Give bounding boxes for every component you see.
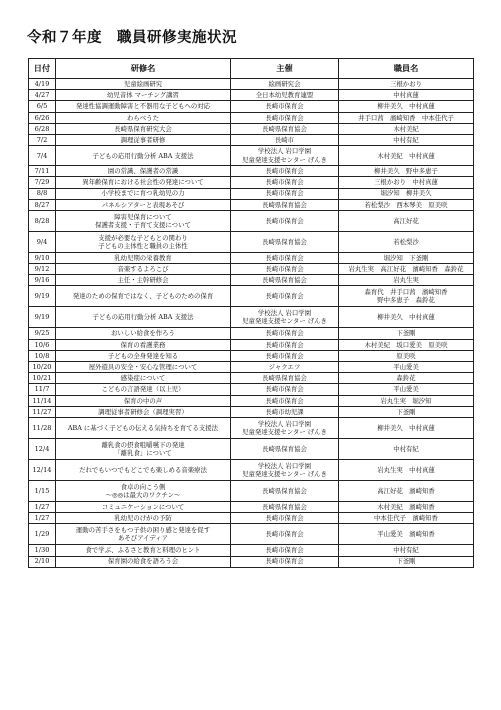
cell-staff-line: 原美咲 <box>396 351 416 360</box>
cell-training-name <box>56 101 231 112</box>
table-row <box>29 177 474 188</box>
cell-staff-line: 柳井美久 中村真蓮 <box>377 102 435 111</box>
table-row <box>29 384 474 395</box>
cell-training-name <box>56 438 231 459</box>
cell-training-name-line: 感染症について <box>120 374 166 383</box>
cell-host-line: 全日本幼児教育連盟 <box>255 91 314 100</box>
cell-training-name-line: おいしい給食を作ろう <box>111 329 175 338</box>
table-row <box>29 545 474 556</box>
cell-host <box>231 210 339 231</box>
cell-date: 9/19 <box>29 307 56 328</box>
cell-host-line: 長崎市保育会 <box>265 557 304 566</box>
cell-staff-line: 岩丸生実 堀汐知 <box>380 396 432 405</box>
cell-date: 1/27 <box>29 501 56 512</box>
cell-date: 6/5 <box>29 101 56 112</box>
cell-staff <box>339 545 474 556</box>
table-row <box>29 373 474 384</box>
cell-host <box>231 146 339 166</box>
cell-host-line: 児童発達支援センター げんき <box>242 427 327 436</box>
cell-date: 11/14 <box>29 395 56 406</box>
cell-training-name <box>56 417 231 438</box>
table-row <box>29 501 474 512</box>
cell-training-name <box>56 501 231 512</box>
cell-date: 8/8 <box>29 188 56 199</box>
cell-host <box>231 231 339 252</box>
cell-training-name-line: 支援が必要な子どもとの関わり <box>98 233 188 242</box>
cell-host <box>231 362 339 373</box>
cell-training-name-line: パネルシアターと表現あそび <box>101 200 185 209</box>
cell-host-line: 長崎県保育協会 <box>262 444 307 453</box>
cell-training-name-line: 小学校までに育つ乳幼児の力 <box>101 189 185 198</box>
table-header-row <box>29 59 474 79</box>
cell-date: 7/11 <box>29 166 56 177</box>
cell-training-name <box>56 188 231 199</box>
column-header-name: 研修名 <box>56 59 231 79</box>
cell-host <box>231 328 339 339</box>
cell-staff <box>339 264 474 275</box>
cell-date: 4/19 <box>29 79 56 90</box>
cell-staff-line: 中本佳代子 濱崎知香 <box>374 514 438 523</box>
cell-training-name-line: 園の常識、保護者の常識 <box>107 167 179 176</box>
cell-staff-line: 木村美紀 中村真蓮 <box>377 151 435 160</box>
cell-training-name-line: コミュニケーションについて <box>101 502 185 511</box>
cell-host <box>231 101 339 112</box>
cell-training-name <box>56 480 231 501</box>
cell-date: 12/14 <box>29 459 56 480</box>
cell-training-name-line: 障害児保育について <box>114 212 172 221</box>
table-row <box>29 286 474 307</box>
cell-staff <box>339 524 474 545</box>
cell-staff <box>339 188 474 199</box>
cell-staff <box>339 480 474 501</box>
cell-staff-line: 岩丸生実 高江好花 濱崎知香 森鈴花 <box>348 265 464 274</box>
cell-host <box>231 286 339 307</box>
cell-date: 1/29 <box>29 524 56 545</box>
cell-training-name-line: こどもの言語発達（以上児） <box>101 385 185 394</box>
cell-staff <box>339 199 474 210</box>
cell-date: 9/12 <box>29 264 56 275</box>
cell-host-line: 長崎県保育協会 <box>262 486 307 495</box>
table-row <box>29 90 474 101</box>
table-row <box>29 307 474 328</box>
cell-staff-line: 下釜剛 <box>396 407 416 416</box>
cell-staff <box>339 112 474 123</box>
cell-host <box>231 275 339 286</box>
cell-staff <box>339 210 474 231</box>
cell-staff-line: 柳井美久 中村真蓮 <box>377 313 435 322</box>
cell-staff-line: 下釜剛 <box>396 329 416 338</box>
table-row <box>29 362 474 373</box>
cell-host <box>231 264 339 275</box>
cell-training-name-line: 子どもの全身発達を知る <box>107 351 179 360</box>
cell-staff <box>339 134 474 145</box>
cell-host-line: 長崎市保育会 <box>265 102 304 111</box>
cell-host <box>231 545 339 556</box>
cell-training-name <box>56 286 231 307</box>
table-row <box>29 480 474 501</box>
cell-training-name <box>56 545 231 556</box>
cell-host-line: 長崎県保育協会 <box>262 237 307 246</box>
cell-training-name-line: 幼児音体 マーチング講習 <box>107 91 179 100</box>
cell-date: 10/6 <box>29 339 56 350</box>
cell-training-name-line: 異年齢保育における社会性の発達について <box>82 178 204 187</box>
cell-training-name-line: 長崎県保育研究大会 <box>114 124 172 133</box>
cell-training-name-line: ABA に基づく子どもの伝える気持ちを育てる支援法 <box>67 423 219 432</box>
table-row <box>29 406 474 417</box>
table-row <box>29 199 474 210</box>
cell-host <box>231 395 339 406</box>
cell-date: 11/27 <box>29 406 56 417</box>
cell-date: 9/19 <box>29 286 56 307</box>
cell-date: 6/28 <box>29 123 56 134</box>
table-row <box>29 188 474 199</box>
cell-host-line: 長崎市幼児課 <box>265 407 304 416</box>
table-row <box>29 417 474 438</box>
page-title: 令和７年度 職員研修実施状況 <box>27 30 237 46</box>
cell-staff-line: 木村美紀 濱崎知香 <box>377 502 435 511</box>
cell-staff-line: 中村有紀 <box>393 444 419 453</box>
cell-date: 6/26 <box>29 112 56 123</box>
cell-host <box>231 188 339 199</box>
table-row <box>29 459 474 480</box>
table-row <box>29 112 474 123</box>
cell-host-line: ジャクエツ <box>268 362 301 371</box>
cell-staff-line: 柳井美久 野中多恵子 <box>374 167 438 176</box>
table-row <box>29 210 474 231</box>
cell-training-name <box>56 264 231 275</box>
cell-host <box>231 480 339 501</box>
cell-training-name <box>56 307 231 328</box>
cell-date: 11/28 <box>29 417 56 438</box>
cell-training-name <box>56 210 231 231</box>
table-row <box>29 231 474 252</box>
cell-host <box>231 417 339 438</box>
cell-training-name-line: 保育の看護業務 <box>120 340 166 349</box>
cell-training-name <box>56 524 231 545</box>
table-row <box>29 350 474 361</box>
cell-host <box>231 79 339 90</box>
cell-host-line: 学校法人 岩口学園 <box>257 147 312 156</box>
cell-training-name-line: 発達性協調運動障害と不器用な子どもへの対応 <box>75 102 211 111</box>
cell-host-line: 長崎市保育会 <box>265 253 304 262</box>
cell-staff-line: 中村有紀 <box>393 135 419 144</box>
cell-training-name <box>56 134 231 145</box>
cell-host <box>231 524 339 545</box>
cell-training-name <box>56 123 231 134</box>
cell-training-name <box>56 556 231 567</box>
cell-training-name-line: ～◎◎は最大のワクチン～ <box>105 490 181 499</box>
cell-host-line: 長崎市保育会 <box>265 329 304 338</box>
cell-staff <box>339 275 474 286</box>
cell-training-name <box>56 406 231 417</box>
cell-host-line: 学校法人 岩口学園 <box>257 461 312 470</box>
cell-training-name-line: 子どもの主体性と職員の主体性 <box>98 241 188 250</box>
cell-host-line: 長崎市 <box>274 135 295 144</box>
cell-host-line: 長崎県保育協会 <box>262 374 307 383</box>
cell-training-name <box>56 112 231 123</box>
cell-staff <box>339 406 474 417</box>
cell-host-line: 長崎県保育協会 <box>262 124 307 133</box>
cell-staff <box>339 90 474 101</box>
cell-training-name-line: わらべうた <box>127 113 159 122</box>
column-header-host: 主催 <box>231 59 339 79</box>
cell-host-line: 長崎市保育会 <box>265 514 304 523</box>
table-row <box>29 339 474 350</box>
cell-training-name <box>56 350 231 361</box>
cell-training-name <box>56 395 231 406</box>
cell-date: 7/2 <box>29 134 56 145</box>
cell-staff-line: 岩丸生実 <box>393 276 419 285</box>
cell-host <box>231 199 339 210</box>
cell-staff <box>339 286 474 307</box>
cell-date: 9/4 <box>29 231 56 252</box>
cell-host <box>231 166 339 177</box>
cell-staff <box>339 459 474 480</box>
cell-staff <box>339 79 474 90</box>
table-row <box>29 101 474 112</box>
cell-staff-line: 平山愛美 <box>393 385 419 394</box>
cell-staff-line: 高江好花 濱崎知香 <box>377 486 435 495</box>
cell-host-line: 長崎市保育会 <box>265 113 304 122</box>
cell-training-name-line: 屋外遊具の安全・安心な管理について <box>88 362 198 371</box>
cell-date: 8/28 <box>29 210 56 231</box>
cell-host <box>231 112 339 123</box>
cell-staff-line: 岩丸生実 中村真蓮 <box>377 465 435 474</box>
cell-host <box>231 339 339 350</box>
cell-training-name <box>56 177 231 188</box>
cell-training-name-line: 子どもの応用行動分析 ABA 支援法 <box>92 313 194 322</box>
cell-staff <box>339 177 474 188</box>
cell-staff <box>339 350 474 361</box>
cell-host <box>231 459 339 480</box>
cell-host-line: 長崎市保育会 <box>265 265 304 274</box>
cell-staff <box>339 438 474 459</box>
cell-training-name-line: 食で学ぶ、ふるさと教育と料理のヒント <box>85 546 201 555</box>
cell-staff-line: 堀汐知 下釜剛 <box>383 253 429 262</box>
table-row <box>29 146 474 166</box>
cell-staff-line: 森鈴花 <box>396 374 416 383</box>
cell-training-name-line: 調理従事者研修会（調理実習） <box>98 407 188 416</box>
cell-host <box>231 513 339 524</box>
cell-staff <box>339 231 474 252</box>
cell-staff-line: 柳井美久 中村真蓮 <box>377 423 435 432</box>
cell-host <box>231 406 339 417</box>
table-row <box>29 275 474 286</box>
cell-date: 12/4 <box>29 438 56 459</box>
cell-training-name-line: 主任・主幹研修会 <box>117 276 169 285</box>
cell-host-line: 学校法人 岩口学園 <box>257 309 312 318</box>
cell-staff-line: 堀汐知 柳井美久 <box>380 189 432 198</box>
cell-staff-line: 木村美紀 <box>393 124 419 133</box>
cell-date: 11/7 <box>29 384 56 395</box>
cell-staff <box>339 146 474 166</box>
cell-training-name <box>56 199 231 210</box>
cell-host-line: 児童発達支援センター げんき <box>242 469 327 478</box>
cell-staff-line: 若松梨沙 西本琴美 原美咲 <box>364 200 448 209</box>
cell-staff <box>339 501 474 512</box>
table-row <box>29 328 474 339</box>
cell-training-name-line: 音楽するよろこび <box>117 265 169 274</box>
cell-staff <box>339 339 474 350</box>
table-row <box>29 166 474 177</box>
cell-date: 9/25 <box>29 328 56 339</box>
table-row <box>29 513 474 524</box>
cell-host <box>231 123 339 134</box>
cell-staff <box>339 556 474 567</box>
table-row <box>29 134 474 145</box>
training-table <box>28 58 474 568</box>
table-row <box>29 524 474 545</box>
cell-staff <box>339 307 474 328</box>
cell-host-line: 長崎市保育会 <box>265 178 304 187</box>
cell-training-name-line: 保育の中の声 <box>123 396 163 405</box>
cell-staff <box>339 328 474 339</box>
cell-date: 10/21 <box>29 373 56 384</box>
cell-host <box>231 307 339 328</box>
cell-training-name-line: 「離乳食」について <box>114 448 172 457</box>
cell-training-name-line: だれでもいつでもどこでも楽しめる音楽療法 <box>79 465 207 474</box>
cell-training-name-line: 調理従事者研修 <box>120 135 166 144</box>
cell-date: 7/4 <box>29 146 56 166</box>
cell-date: 10/20 <box>29 362 56 373</box>
cell-host <box>231 384 339 395</box>
cell-host-line: 長崎市保育会 <box>265 216 304 225</box>
cell-date: 9/16 <box>29 275 56 286</box>
cell-staff <box>339 101 474 112</box>
cell-staff <box>339 123 474 134</box>
cell-host <box>231 90 339 101</box>
cell-training-name-line: 発達のための保育ではなく、子どものための保育 <box>72 292 214 301</box>
cell-training-name <box>56 459 231 480</box>
column-header-date: 日付 <box>29 59 56 79</box>
cell-staff-line: 平山愛美 濱崎知香 <box>377 530 435 539</box>
cell-date: 1/30 <box>29 545 56 556</box>
cell-host <box>231 438 339 459</box>
cell-host-line: 長崎市保育会 <box>265 167 304 176</box>
cell-staff-line: 三根かおり 中村真蓮 <box>374 178 438 187</box>
cell-training-name-line: 児童絵画研究 <box>123 79 163 88</box>
cell-staff-line: 若松梨沙 <box>393 237 419 246</box>
cell-training-name <box>56 146 231 166</box>
cell-training-name <box>56 166 231 177</box>
cell-date: 8/27 <box>29 199 56 210</box>
table-row <box>29 79 474 90</box>
cell-training-name-line: 乳幼児のけがの予防 <box>114 514 172 523</box>
cell-host <box>231 134 339 145</box>
cell-training-name <box>56 252 231 263</box>
cell-host-line: 長崎市保育会 <box>265 546 304 555</box>
cell-training-name <box>56 373 231 384</box>
cell-staff <box>339 384 474 395</box>
cell-host-line: 長崎市保育会 <box>265 530 304 539</box>
column-header-staff: 職員名 <box>339 59 474 79</box>
cell-date: 7/29 <box>29 177 56 188</box>
cell-host-line: 学校法人 岩口学園 <box>257 419 312 428</box>
cell-host-line: 長崎市保育会 <box>265 340 304 349</box>
cell-training-name-line: 子どもの応用行動分析 ABA 支援法 <box>92 151 194 160</box>
cell-staff-line: 下釜剛 <box>396 557 416 566</box>
table-row <box>29 556 474 567</box>
cell-training-name <box>56 328 231 339</box>
cell-staff-line: 高江好花 <box>393 216 419 225</box>
cell-date: 2/10 <box>29 556 56 567</box>
cell-staff-line: 三根かおり <box>390 79 422 88</box>
cell-staff <box>339 166 474 177</box>
cell-staff <box>339 252 474 263</box>
cell-host <box>231 350 339 361</box>
cell-training-name-line: あそびアイディア <box>117 534 169 543</box>
table-row <box>29 395 474 406</box>
cell-host <box>231 373 339 384</box>
cell-staff <box>339 362 474 373</box>
cell-staff-line: 中村有紀 <box>393 546 419 555</box>
cell-host <box>231 177 339 188</box>
cell-host-line: 児童発達支援センター げんき <box>242 155 327 164</box>
cell-staff-line: 平山愛美 <box>393 362 419 371</box>
cell-host-line: 絵画研究会 <box>268 79 301 88</box>
cell-date: 10/8 <box>29 350 56 361</box>
cell-staff <box>339 513 474 524</box>
cell-training-name-line: 運動の苦手さをもつ子供の困り感と発達を促す <box>75 526 211 535</box>
cell-staff-line: 井手口茜 濱崎知香 中本佳代子 <box>358 113 454 122</box>
cell-date: 9/10 <box>29 252 56 263</box>
cell-staff <box>339 417 474 438</box>
cell-training-name <box>56 362 231 373</box>
cell-staff-line: 木村美紀 坂口愛美 原美咲 <box>364 340 448 349</box>
cell-training-name <box>56 90 231 101</box>
cell-host-line: 長崎市保育会 <box>265 396 304 405</box>
cell-training-name <box>56 231 231 252</box>
cell-training-name-line: 保育園の給食を語ろう会 <box>107 557 179 566</box>
cell-training-name <box>56 79 231 90</box>
cell-host-line: 長崎市保育会 <box>265 385 304 394</box>
cell-staff <box>339 395 474 406</box>
cell-host-line: 長崎県保育協会 <box>262 276 307 285</box>
table-row <box>29 264 474 275</box>
cell-training-name-line: 離乳食の摂食咀嚼嚥下の発達 <box>101 440 185 449</box>
cell-date: 1/15 <box>29 480 56 501</box>
table-row <box>29 123 474 134</box>
cell-date: 4/27 <box>29 90 56 101</box>
cell-host-line: 児童発達支援センター げんき <box>242 317 327 326</box>
cell-staff-line: 中村真蓮 <box>393 91 419 100</box>
cell-host <box>231 252 339 263</box>
cell-training-name-line: 食卓の向こう側 <box>120 482 166 491</box>
cell-staff <box>339 373 474 384</box>
cell-training-name-line: 保護者支援・子育て支援について <box>95 220 191 229</box>
table-row <box>29 252 474 263</box>
cell-training-name <box>56 339 231 350</box>
cell-date: 1/27 <box>29 513 56 524</box>
cell-training-name <box>56 275 231 286</box>
cell-staff-line: 野中多恵子 森鈴花 <box>377 296 435 305</box>
cell-host <box>231 501 339 512</box>
cell-host-line: 長崎市保育会 <box>265 292 304 301</box>
cell-staff-line: 森育代 井手口茜 濱崎知香 <box>364 288 448 297</box>
cell-training-name <box>56 513 231 524</box>
cell-host-line: 長崎県保育協会 <box>262 200 307 209</box>
cell-host-line: 長崎市保育会 <box>265 189 304 198</box>
cell-host-line: 長崎市保育会 <box>265 351 304 360</box>
cell-training-name <box>56 384 231 395</box>
cell-training-name-line: 乳幼児期の栄養教育 <box>114 253 172 262</box>
cell-host-line: 長崎県保育協会 <box>262 502 307 511</box>
table-row <box>29 438 474 459</box>
cell-host <box>231 556 339 567</box>
